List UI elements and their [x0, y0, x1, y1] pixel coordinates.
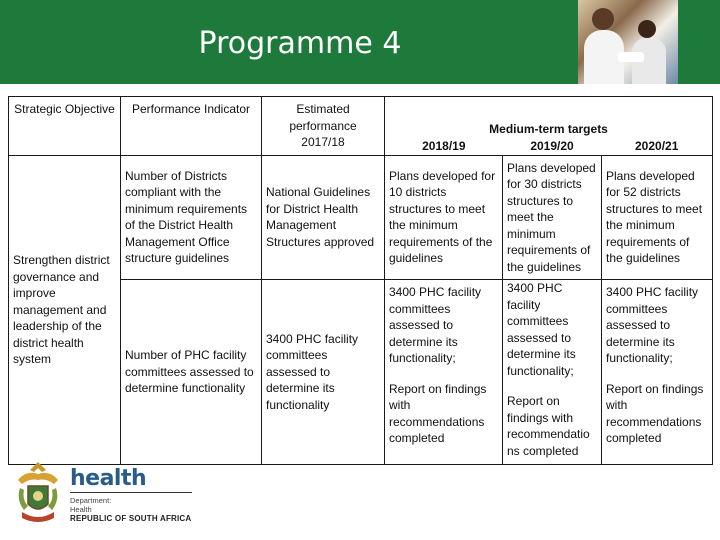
header-year-2020: 2020/21	[635, 138, 679, 153]
strategic-objective-cell: Strengthen district governance and improve management and leadership of the district health system	[9, 155, 121, 465]
header-strategic-objective: Strategic Objective	[9, 97, 121, 156]
logo-divider	[70, 492, 192, 493]
department-line-1: Department:	[70, 496, 112, 505]
target-2018-phc-report: Report on findings with recommendations completed	[389, 381, 487, 445]
indicator-districts: Number of Districts compliant with the minimum requirements of the District Health Management Office structure guidelines	[121, 155, 262, 280]
coat-of-arms-icon	[12, 460, 64, 526]
header-estimated-performance: Estimated performance 2017/18	[262, 97, 385, 156]
photo-paper	[618, 52, 644, 62]
health-logo	[8, 460, 198, 530]
target-2020-phc	[602, 280, 713, 465]
header-medium-term-group	[385, 97, 713, 156]
target-2019-phc	[503, 280, 602, 465]
slide-title: Programme 4	[198, 25, 402, 61]
target-2018-phc	[385, 280, 503, 465]
indicator-phc: Number of PHC facility committees assessed to determine functionality	[121, 280, 262, 465]
target-2020-districts: Plans developed for 52 districts structures to meet the minimum requirements of the guidelines	[602, 155, 713, 280]
target-2020-phc-report: Report on findings with recommendations completed	[606, 381, 704, 445]
target-2019-phc-report: Report on findings with recommendatio ns completed	[507, 394, 590, 458]
target-2020-phc-assessed: 3400 PHC facility committees assessed to determine its functionality;	[606, 285, 699, 365]
target-2018-districts: Plans developed for 10 districts structures to meet the minimum requirements of the guidelines	[385, 155, 503, 280]
header-medium-term: Medium-term targets	[489, 122, 608, 136]
country-label: REPUBLIC OF SOUTH AFRICA	[70, 514, 192, 523]
department-line-2: Health	[70, 505, 92, 514]
target-2019-districts: Plans developed for 30 districts structures to meet the minimum requirements of the guidelines	[503, 155, 602, 280]
estimated-phc: 3400 PHC facility committees assessed to determine its functionality	[262, 280, 385, 465]
header-photo	[578, 0, 678, 84]
estimated-districts: National Guidelines for District Health Management Structures approved	[262, 155, 385, 280]
header-years	[385, 138, 712, 155]
header-performance-indicator: Performance Indicator	[121, 97, 262, 156]
photo-figure-head	[592, 8, 614, 30]
targets-table	[8, 96, 713, 465]
header-year-2019: 2019/20	[530, 138, 574, 153]
photo-figure-head-2	[638, 20, 656, 38]
target-2019-phc-assessed: 3400 PHC facility committees assessed to determine its functionality;	[507, 281, 576, 378]
health-wordmark: health	[70, 466, 147, 491]
target-2018-phc-assessed: 3400 PHC facility committees assessed to determine its functionality;	[389, 285, 482, 365]
department-label	[70, 496, 111, 514]
header-year-2018: 2018/19	[422, 138, 466, 153]
